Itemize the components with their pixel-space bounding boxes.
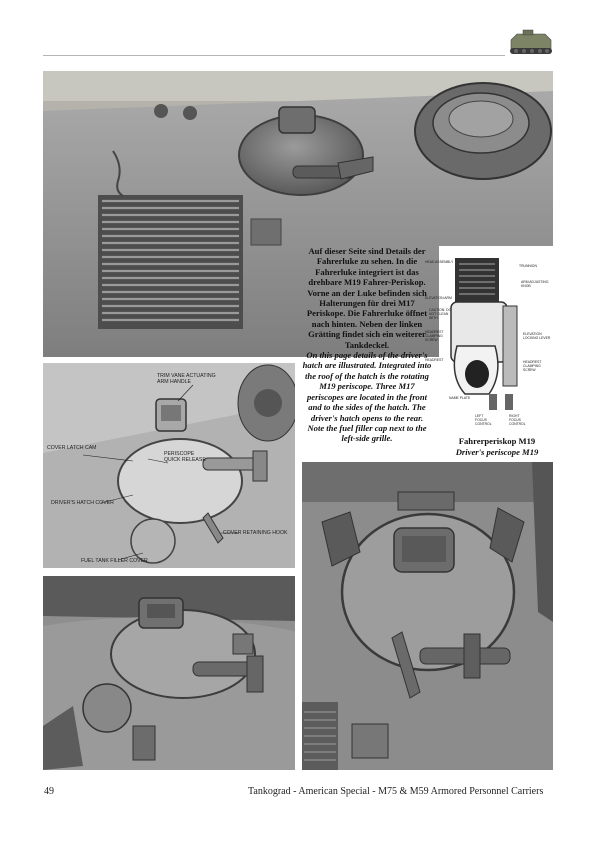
label-trim-vane: TRIM VANE ACTUATING ARM HANDLE [157, 373, 216, 385]
diagram-label-headrest-screw-2: HEADREST CLAMPING SCREW [523, 360, 542, 372]
diagram-label-headrest-screw: HEADREST CLAMPING SCREW [425, 330, 444, 342]
diagram-label-elevation-lever: ELEVATION LOCKING LEVER [523, 332, 551, 340]
diagram-label-elevation-arm: ELEVATION ARM [425, 296, 452, 300]
label-drivers-hatch: DRIVER'S HATCH COVER [51, 500, 114, 506]
photo-hatch-closeup-left [43, 576, 295, 770]
label-cover-latch: COVER LATCH CAM [47, 445, 97, 451]
photo-hatch-closeup-right [302, 462, 553, 770]
caption-english: On this page details of the driver's hatch are illustrated. Integrated into the roof of the hatch is the rotating M19 periscope. Three M17 periscopes are located in the front and to the sides of the hatch. The driver's hatch opens to the rear. Note the fuel filler cap next to the left-side grille. [302, 350, 432, 444]
diagram-label-caution: CAUTION: DO NOT CLEAN WITH [429, 308, 452, 320]
diagram-label-arm-adjusting: ARM ADJUSTING KNOB [521, 280, 549, 288]
page-number: 49 [44, 786, 54, 797]
label-fuel-cover: FUEL TANK FILLER COVER [81, 558, 148, 564]
vehicle-thumbnail-icon [507, 28, 555, 58]
diagram-label-trunnion: TRUNNION [519, 264, 537, 268]
footer-title: Tankograd - American Special - M75 & M59 Armored Personnel Carriers [248, 786, 544, 797]
diagram-label-name-plate: NAME PLATE [449, 396, 471, 400]
caption-periscope [440, 436, 554, 457]
diagram-label-head-assembly: HEAD ASSEMBLY [425, 260, 454, 264]
diagram-label-right-focus: RIGHT FOCUS CONTROL [509, 414, 526, 426]
caption-periscope-english: Driver's periscope M19 [455, 446, 539, 457]
diagram-label-left-focus: LEFT FOCUS CONTROL [475, 414, 492, 426]
label-periscope-release: PERISCOPE QUICK RELEASE [164, 451, 206, 463]
periscope-diagram [425, 246, 555, 432]
photo-manual-hatch [43, 363, 295, 568]
diagram-label-headrest: HEADREST [425, 358, 444, 362]
caption-german: Auf dieser Seite sind Details der Fahrerluke zu sehen. In die Fahrerluke integriert ist das drehbare M19 Fahrer-Periskop. Vorne an der Luke befinden sich Halterungen für drei M17 Periskope. Die Fahrerluke öffnet nach hinten. Neben der linken Grätting findet sich ein weiterer Tankdeckel. [306, 246, 428, 350]
label-retaining-hook: COVER RETAINING HOOK [223, 530, 288, 536]
caption-periscope-german: Fahrerperiskop M19 [458, 436, 536, 446]
caption-driver-hatch [302, 246, 432, 444]
header-rule [43, 55, 505, 56]
